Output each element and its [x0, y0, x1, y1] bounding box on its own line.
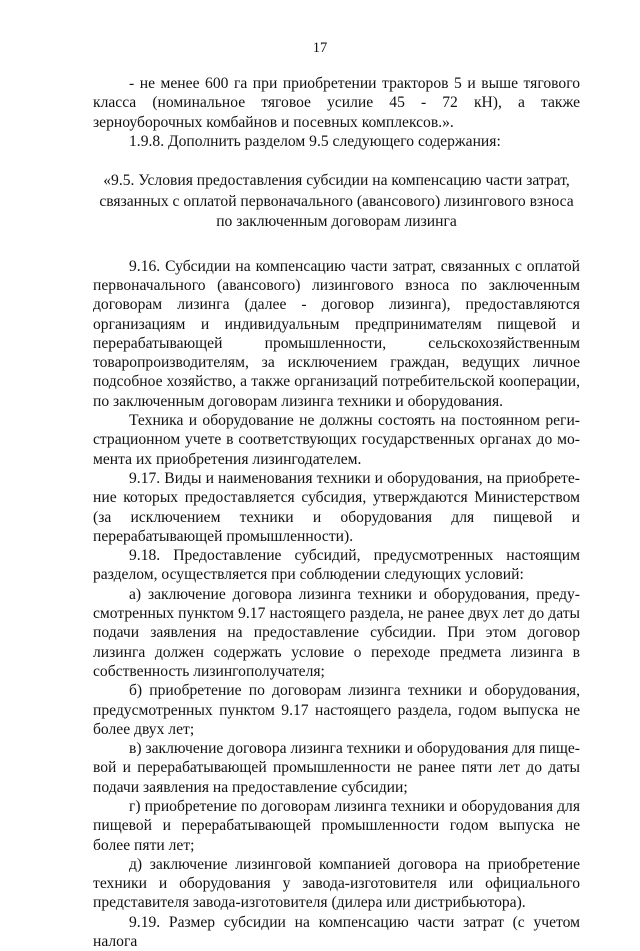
paragraph-9-17: 9.17. Виды и наименования техники и оборудования, на приобретение которых предоставляется субсидия, утверждаются Министерством (за исключением техники и оборудования для пищевой и перерабатывающей промышленности).: [93, 469, 580, 545]
paragraph-continuation: - не менее 600 га при приобретении тракторов 5 и выше тягового класса (номинальное тяговое усилие 45 - 72 кН), а также зерноуборочных комбайнов и посевных комплексов.».: [93, 75, 580, 131]
condition-v: в) заключение договора лизинга техники и оборудования для пищевой и перерабатывающей промышленности не ранее пяти лет до даты подачи заявления на предоставление субсидии;: [93, 740, 580, 796]
condition-d: д) заключение лизинговой компанией договора на приобретение техники и оборудования у завода-изготовителя или официального представителя завода-изготовителя (дилера или дистрибьютора).: [93, 855, 580, 912]
document-body: [93, 74, 580, 951]
section-heading-9-5: «9.5. Условия предоставления субсидии на компенсацию части затрат, связанных с оплатой первоначального (авансового) лизингового взноса по заключенным договорам лизинга: [99, 172, 574, 231]
page-number: 17: [312, 40, 328, 56]
paragraph-9-19: 9.19. Размер субсидии на компенсацию части затрат (с учетом налога: [93, 913, 580, 951]
condition-a: а) заключение договора лизинга техники и оборудования, предусмотренных пунктом 9.17 настоящего раздела, не ранее двух лет до даты подачи заявления на предоставление субсидии. При этом договор лизинга должен содержать условие о переходе предмета лизинга в собственность лизингополучателя;: [93, 585, 580, 680]
paragraph-9-16: 9.16. Субсидии на компенсацию части затрат, связанных с оплатой первоначального (авансового) лизингового взноса по заключенным договорам лизинга (далее - договор лизинга), предоставляются организациям и индивидуальным предпринимателям пищевой и перерабатывающей промышленности, сельскохозяйственным товаропроизводителям, за исключением граждан, ведущих личное подсобное хозяйство, а также организаций потребительской кооперации, по заключенным договорам лизинга техники и оборудования.: [93, 257, 580, 410]
condition-b: б) приобретение по договорам лизинга техники и оборудования, предусмотренных пунктом 9.17 настоящего раздела, годом выпуска не более двух лет;: [93, 682, 580, 738]
paragraph-9-18: 9.18. Предоставление субсидий, предусмотренных настоящим разделом, осуществляется при соблюдении следующих условий:: [93, 547, 580, 584]
paragraph-equipment-registration: Техника и оборудование не должны состоять на постоянном регистрационном учете в соответствующих государственных органах до момента их приобретения лизингодателем.: [93, 412, 580, 468]
paragraph-amendment-1-9-8: 1.9.8. Дополнить разделом 9.5 следующего содержания:: [129, 132, 501, 150]
condition-g: г) приобретение по договорам лизинга техники и оборудования для пищевой и перерабатывающей промышленности годом выпуска не более пяти лет;: [93, 798, 580, 854]
